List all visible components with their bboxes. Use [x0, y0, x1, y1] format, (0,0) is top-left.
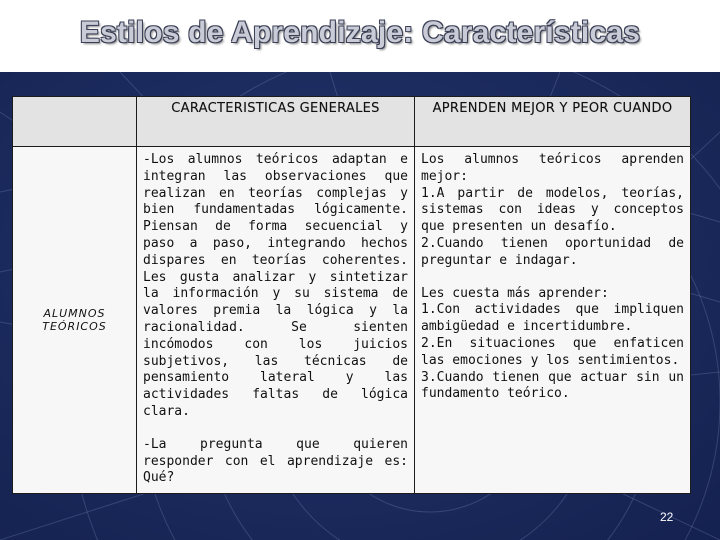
header-general-characteristics: CARACTERISTICAS GENERALES — [137, 97, 415, 147]
spacer — [421, 270, 684, 286]
header-learn-best-worst: APRENDEN MEJOR Y PEOR CUANDO — [415, 97, 691, 147]
table-row — [13, 147, 691, 494]
characteristics-table — [12, 96, 691, 494]
general-characteristics-cell — [137, 147, 415, 494]
row-label-theoretical-students: ALUMNOS TEÓRICOS — [13, 147, 137, 494]
learn-worst-item: 2.En situaciones que enfaticen las emociones y los sentimientos. — [421, 335, 684, 368]
learn-worst-item: 1.Con actividades que impliquen ambigüedad e incertidumbre. — [421, 302, 684, 335]
page-number: 22 — [660, 510, 674, 524]
learn-best-item: 1.A partir de modelos, teorías, sistemas con ideas y conceptos que presenten un desafío. — [421, 185, 684, 235]
title-bar — [0, 0, 720, 72]
learn-best-worst-cell — [415, 147, 691, 494]
question-paragraph: -La pregunta que quieren responder con el aprendizaje es: Qué? — [143, 436, 408, 486]
slide-title: Estilos de Aprendizaje: Características — [79, 16, 641, 49]
learn-worst-item: 3.Cuando tienen que actuar sin un fundamento teórico. — [421, 369, 684, 402]
header-empty-cell — [13, 97, 137, 147]
learn-best-item: 2.Cuando tienen oportunidad de preguntar e indagar. — [421, 235, 684, 268]
characteristics-paragraph: -Los alumnos teóricos adaptan e integran las observaciones que realizan en teorías complejas y bien fundamentadas lógicamente. Piensan de forma secuencial y paso a paso, integrando hechos dispares en teorías coherentes. Les gusta analizar y sintetizar la información y su sistema de valores premia la lógica y la racionalidad. Se sienten incómodos con los juicios subjetivos, las técnicas de pensamiento lateral y las actividades faltas de lógica clara. — [143, 152, 408, 419]
learn-worst-intro: Les cuesta más aprender: — [421, 285, 609, 301]
table-header-row — [13, 97, 691, 147]
learn-best-intro: Los alumnos teóricos aprenden mejor: — [421, 152, 684, 184]
spacer — [143, 421, 408, 437]
